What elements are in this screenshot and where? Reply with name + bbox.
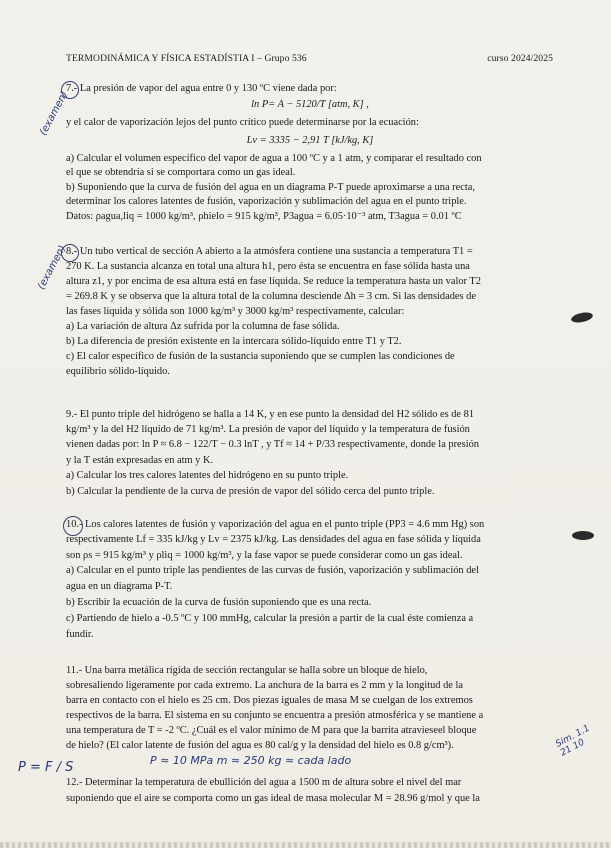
- p8-line-4: = 269.8 K y se observa que la altura total de la columna desciende Δh = 3 cm. Si las densidades de: [66, 291, 476, 302]
- p8-c-line-2: equilibrio sólido-líquido.: [66, 366, 170, 377]
- p8-b: b) La diferencia de presión existente en la intercara sólido-líquido entre T1 y T2.: [66, 336, 402, 347]
- p8-line-5: las fases líquida y sólida son 1000 kg/m³ y 3000 kg/m³ respectivamente, calcular:: [66, 306, 405, 317]
- p7-a-line-1: a) Calcular el volumen específico del vapor de agua a 100 ºC y a 1 atm, y comparar el resultado con: [66, 153, 482, 164]
- p9-b: b) Calcular la pendiente de la curva de presión de vapor del sólido cerca del punto triple.: [66, 486, 435, 497]
- p7-line-2: y el calor de vaporización lejos del punto crítico puede determinarse por la ecuación:: [66, 117, 419, 128]
- side-handwritten-note: Sim. 1.1 21 10: [554, 723, 592, 759]
- p8-line-1: 8.- Un tubo vertical de sección A abierto a la atmósfera contiene una sustancia a temperatura T1 =: [66, 246, 473, 257]
- p8-a: a) La variación de altura Δz sufrida por la columna de fase sólida.: [66, 321, 340, 332]
- p10-b: b) Escribir la ecuación de la curva de fusión suponiendo que es una recta.: [66, 597, 372, 608]
- p7-b-line-1: b) Suponiendo que la curva de fusión del agua en un diagrama P-T puede aproximarse a una recta,: [66, 182, 475, 193]
- p7-a-line-2: el que se obtendría si se comportara como un gas ideal.: [66, 167, 296, 178]
- p8-line-2: 270 K. La sustancia alcanza en total una altura h1, pero ésta se encuentra en fase sólida hasta una: [66, 261, 470, 272]
- p9-line-1: 9.- El punto triple del hidrógeno se halla a 14 K, y en ese punto la densidad del H2 sólido es de 81: [66, 409, 475, 420]
- p8-handwritten-note: (examen): [35, 243, 69, 292]
- p7-equation-1: ln P= A − 5120/T [atm, K] ,: [251, 99, 369, 110]
- p8-line-3: altura z1, y por encima de esa altura está en fase líquida. Se reduce la temperatura hasta un valor T2: [66, 276, 481, 287]
- p10-c-line-2: fundir.: [66, 629, 94, 640]
- p11-line-3: barra en contacto con el hielo es 25 cm. Dos piezas iguales de masa M se cuelgan de los extremos: [66, 695, 473, 706]
- p9-line-3: vienen dadas por: ln P ≈ 6.8 − 122/T − 0.3 lnT , y Tf ≈ 14 + P/33 respectivamente, donde la presión: [66, 439, 479, 450]
- p11-line-6: de hielo? (El calor latente de fusión del agua es 80 cal/g y la densidad del hielo es 0.8 g/cm³).: [66, 740, 454, 751]
- p10-line-1: 10.- Los calores latentes de fusión y vaporización del agua en el punto triple (PP3 = 4.6 mm Hg) son: [66, 519, 485, 530]
- p11-line-5: una temperatura de T = -2 ºC. ¿Cuál es el valor mínimo de M para que la barrita atravieseel bloque: [66, 725, 477, 736]
- p11-line-2: sobresaliendo ligeramente por cada extremo. La anchura de la barra es 2 mm y la longitud de la: [66, 680, 463, 691]
- p11-handwritten-annotation: P ≈ 10 MPa m ≈ 250 kg ≈ cada lado: [150, 754, 352, 767]
- insect-speck: [570, 311, 593, 324]
- p7-b-line-2: determinar los calores latentes de fusión, vaporización y sublimación del agua en el punto triple.: [66, 196, 467, 207]
- p10-a-line-2: agua en un diagrama P-T.: [66, 581, 173, 592]
- p12-line-1: 12.- Determinar la temperatura de ebullición del agua a 1500 m de altura sobre el nivel del mar: [66, 777, 462, 788]
- insect-speck: [572, 531, 594, 540]
- p11-line-4: respectivos de la barra. El sistema en su conjunto se encuentra a presión atmosférica y se mantiene a: [66, 710, 484, 721]
- p11-line-1: 11.- Una barra metálica rígida de sección rectangular se halla sobre un bloque de hielo,: [66, 665, 428, 676]
- p7-data: Datos: ρagua,liq = 1000 kg/m³, ρhielo = 915 kg/m³, P3agua = 6.05·10⁻³ atm, T3agua = 0.01 ºC: [66, 211, 462, 222]
- p12-line-2: suponiendo que el aire se comporta como un gas ideal de masa molecular M = 28.96 g/mol y que la: [66, 793, 480, 804]
- p9-line-2: kg/m³ y la del H2 líquido de 71 kg/m³. La presión de vapor del líquido y la temperatura de fusión: [66, 424, 470, 435]
- page-bottom-edge: [0, 842, 611, 848]
- p10-a-line-1: a) Calcular en el punto triple las pendientes de las curvas de fusión, vaporización y sublimación del: [66, 565, 479, 576]
- pressure-formula-handwritten: P = F / S: [18, 760, 74, 775]
- p10-c-line-1: c) Partiendo de hielo a -0.5 ºC y 100 mmHg, calcular la presión a partir de la cual éste comienza a: [66, 613, 474, 624]
- p7-handwritten-note: (examen): [37, 89, 71, 138]
- p9-line-4: y la T están expresadas en atm y K.: [66, 455, 214, 466]
- p7-equation-2: Lv = 3335 − 2,91 T [kJ/kg, K]: [246, 135, 374, 146]
- course-year: curso 2024/2025: [487, 53, 553, 64]
- p7-line-1: 7.- La presión de vapor del agua entre 0 y 130 ºC viene dada por:: [66, 83, 337, 94]
- course-header: TERMODINÁMICA Y FÍSICA ESTADÍSTIA I – Grupo 536: [66, 53, 307, 64]
- p8-c-line-1: c) El calor específico de fusión de la sustancia suponiendo que se cumplen las condiciones de: [66, 351, 455, 362]
- p9-a: a) Calcular los tres calores latentes del hidrógeno en su punto triple.: [66, 470, 349, 481]
- p10-line-2: respectivamente Lf = 335 kJ/kg y Lv = 2375 kJ/kg. Las densidades del agua en fase sólida y líquida: [66, 534, 481, 545]
- p10-line-3: son ρs = 915 kg/m³ y ρliq = 1000 kg/m³, y la fase vapor se puede considerar como un gas ideal.: [66, 550, 463, 561]
